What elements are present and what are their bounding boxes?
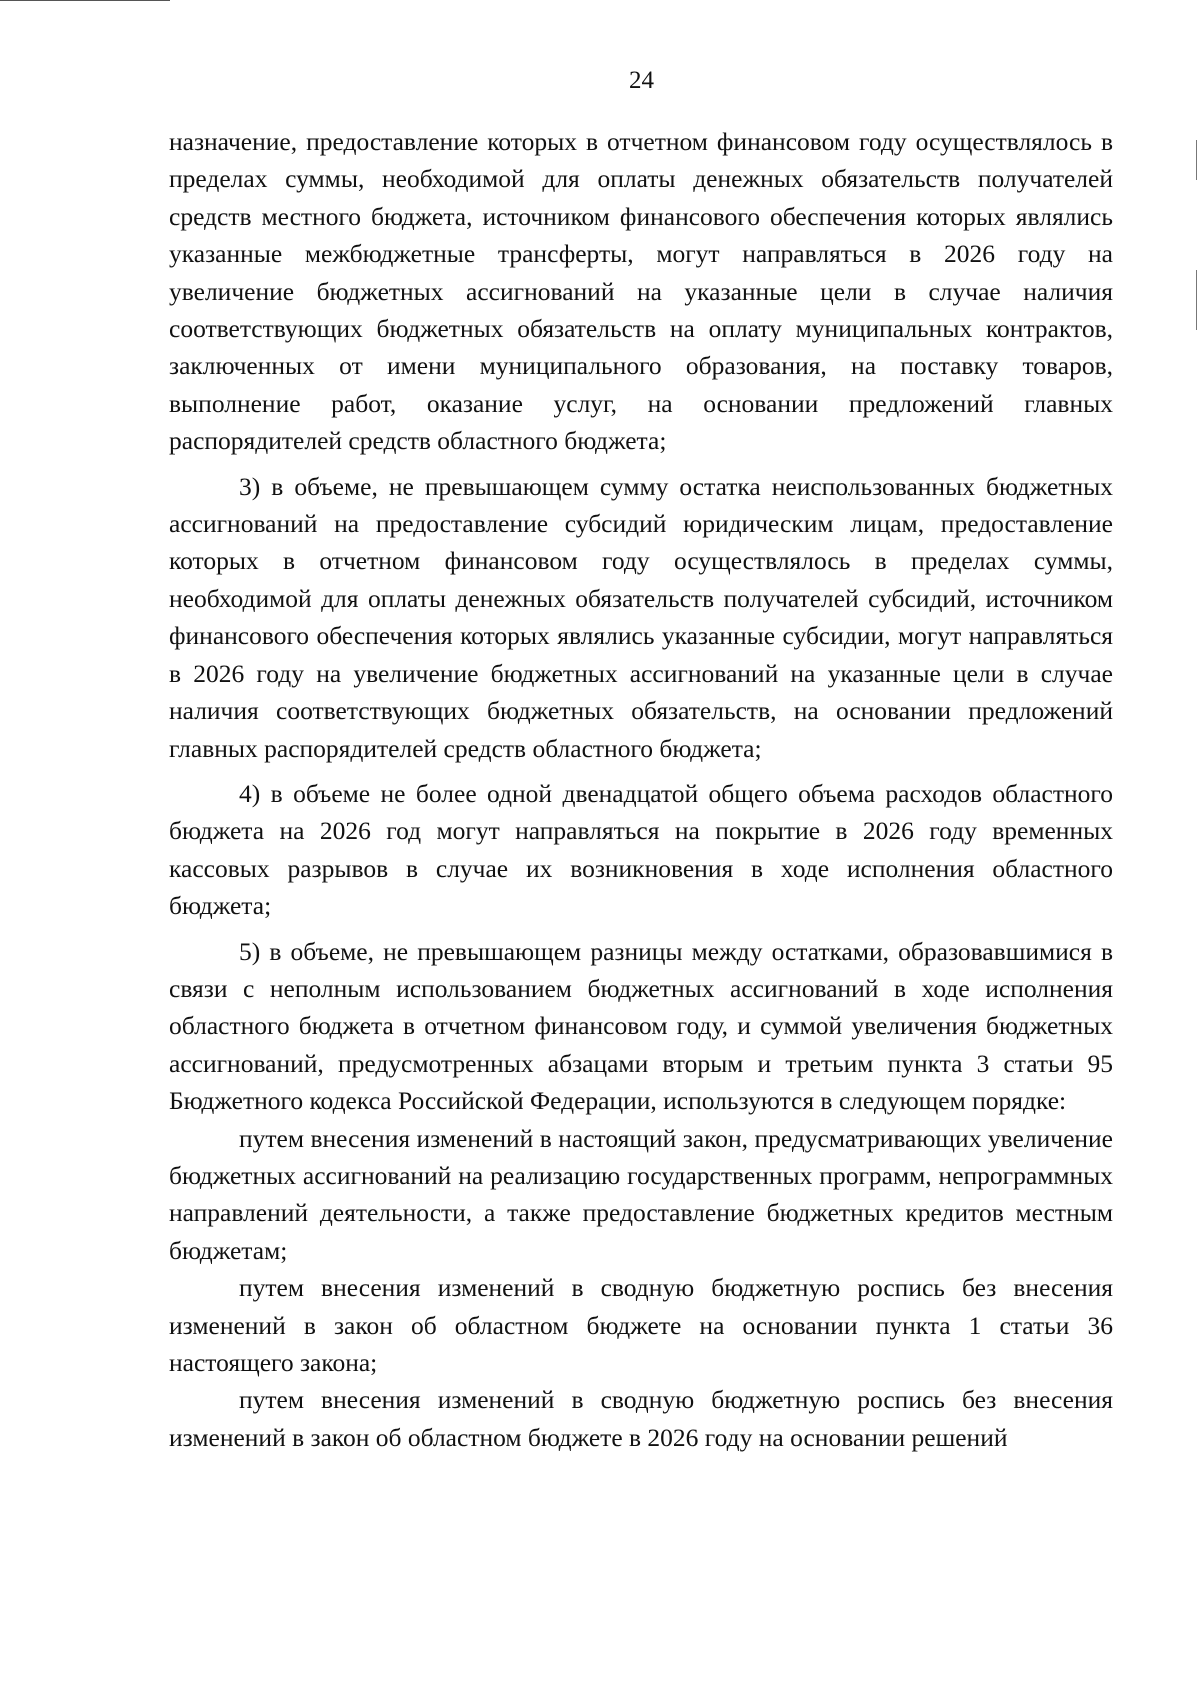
paragraph-subitem-3: путем внесения изменений в сводную бюджетную роспись без внесения изменений в закон об областном бюджете в 2026 году на основании решений: [169, 1385, 1113, 1452]
scan-edge-mark: [1196, 270, 1197, 330]
scan-edge-mark: [0, 0, 170, 1]
paragraph-item-4: 4) в объеме не более одной двенадцатой общего объема расходов областного бюджета на 2026 год могут направляться на покрытие в 2026 году временных кассовых разрывов в случае их возникновения в ходе исполнения областного бюджета;: [169, 778, 1113, 921]
paragraph-item-3: 3) в объеме, не превышающем сумму остатка неиспользованных бюджетных ассигнований на предоставление субсидий юридическим лицам, предоставление которых в отчетном финансовом году осуществлялось в пределах суммы, необходимой для оплаты денежных обязательств получателей субсидий, источником финансового обеспечения которых являлись указанные субсидии, могут направляться в 2026 году на увеличение бюджетных ассигнований на указанные цели в случае наличия соответствующих бюджетных обязательств, на основании предложений главных распорядителей средств областного бюджета;: [169, 471, 1113, 763]
paragraph-continuation: назначение, предоставление которых в отчетном финансовом году осуществлялось в пределах суммы, необходимой для оплаты денежных обязательств получателей средств местного бюджета, источником финансового обеспечения которых являлись указанные межбюджетные трансферты, могут направляться в 2026 году на увеличение бюджетных ассигнований на указанные цели в случае наличия соответствующих бюджетных обязательств на оплату муниципальных контрактов, заключенных от имени муниципального образования, на поставку товаров, выполнение работ, оказание услуг, на основании предложений главных распорядителей средств областного бюджета;: [169, 127, 1113, 456]
scan-edge-mark: [1196, 140, 1197, 180]
paragraph-item-5: 5) в объеме, не превышающем разницы между остатками, образовавшимися в связи с неполным использованием бюджетных ассигнований в ходе исполнения областного бюджета в отчетном финансовом году, и суммой увеличения бюджетных ассигнований, предусмотренных абзацами вторым и третьим пункта 3 статьи 95 Бюджетного кодекса Российской Федерации, используются в следующем порядке:: [169, 936, 1113, 1116]
paragraph-subitem-1: путем внесения изменений в настоящий закон, предусматривающих увеличение бюджетных ассигнований на реализацию государственных программ, непрограммных направлений деятельности, а также предоставление бюджетных кредитов местным бюджетам;: [169, 1123, 1113, 1265]
page-number: 24: [629, 67, 654, 94]
document-body: [169, 123, 1113, 1456]
paragraph-subitem-2: путем внесения изменений в сводную бюджетную роспись без внесения изменений в закон об областном бюджете на основании пункта 1 статьи 36 настоящего закона;: [169, 1273, 1113, 1377]
